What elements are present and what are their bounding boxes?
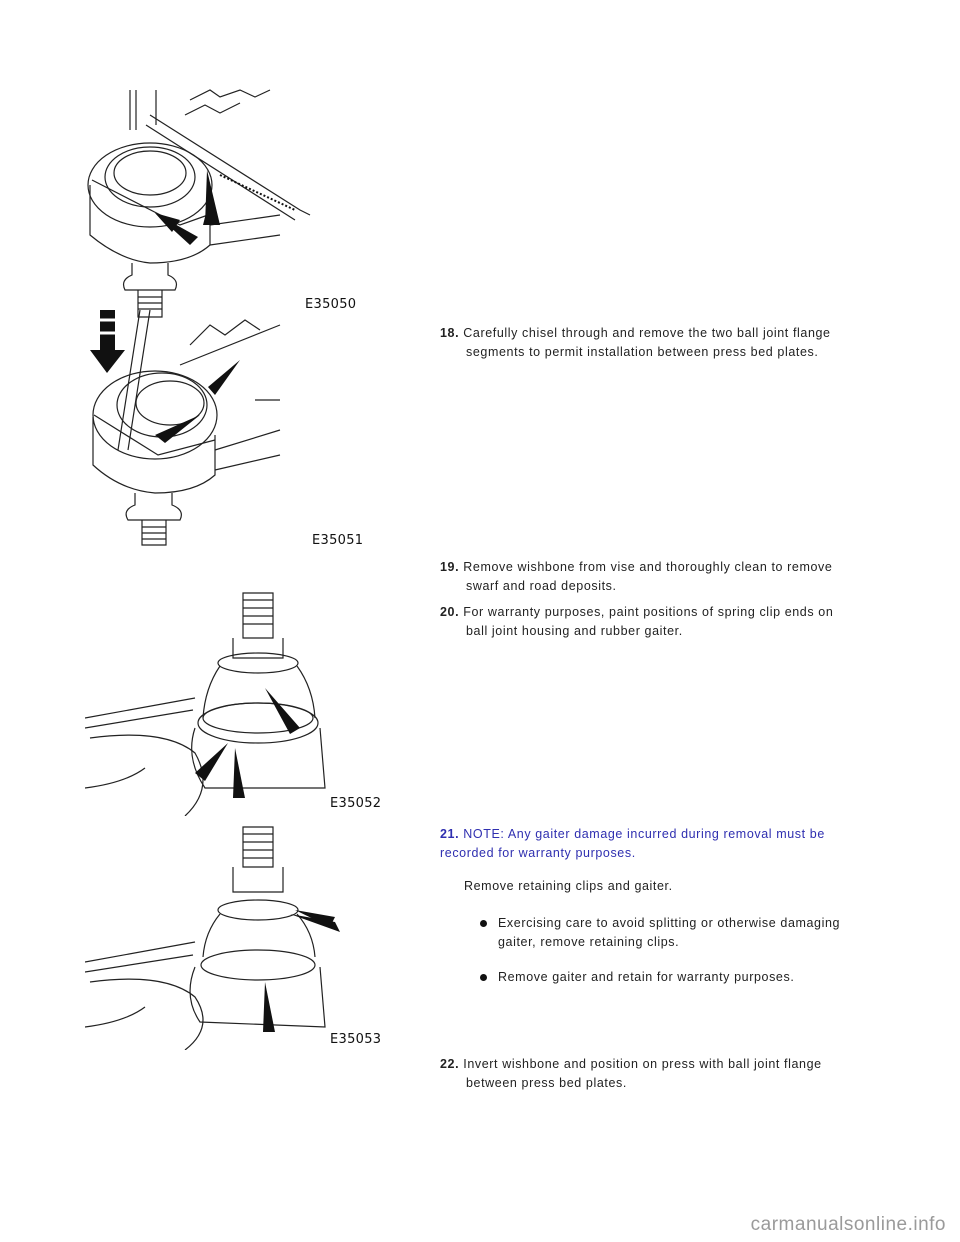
step-20 (440, 603, 870, 641)
ball-joint-saw-illustration (80, 85, 320, 320)
step-text: Invert wishbone and position on press with ball joint flange (463, 1057, 822, 1071)
step-number: 20. (440, 605, 460, 619)
step-19 (440, 558, 870, 596)
figure-e35052 (85, 588, 382, 816)
bullet-item (480, 968, 870, 987)
gaiter-removal-illustration (85, 822, 355, 1050)
step-number: 21. (440, 827, 460, 841)
step-text-continued: ball joint housing and rubber gaiter. (466, 624, 683, 638)
gaiter-clip-marking-illustration (85, 588, 355, 816)
figure-e35050 (80, 85, 357, 320)
note-text: NOTE: Any gaiter damage incurred during removal must be (463, 827, 825, 841)
step-22 (440, 1055, 870, 1093)
bullet-dot-icon (480, 920, 487, 927)
step-number: 19. (440, 560, 460, 574)
step-18 (440, 324, 870, 362)
step-text: For warranty purposes, paint positions of spring clip ends on (463, 605, 834, 619)
step-text-continued: swarf and road deposits. (466, 579, 617, 593)
figure-e35053 (85, 822, 382, 1050)
bullet-text: Exercising care to avoid splitting or otherwise damaging (498, 916, 841, 930)
step-text: Carefully chisel through and remove the two ball joint flange (463, 326, 831, 340)
step-21 (440, 825, 870, 863)
figure-code: E35050 (305, 297, 357, 312)
step-text-continued: between press bed plates. (466, 1076, 627, 1090)
step-number: 22. (440, 1057, 460, 1071)
watermark: carmanualsonline.info (750, 1214, 946, 1235)
figure-code: E35053 (330, 1032, 382, 1047)
ball-joint-chisel-illustration (80, 305, 320, 550)
step-number: 18. (440, 326, 460, 340)
note-text-continued: recorded for warranty purposes. (440, 846, 636, 860)
bullet-text-continued: gaiter, remove retaining clips. (498, 935, 680, 949)
bullet-item (480, 914, 870, 952)
step-21-instruction: Remove retaining clips and gaiter. (464, 879, 673, 893)
step-text-continued: segments to permit installation between press bed plates. (466, 345, 819, 359)
figure-code: E35052 (330, 796, 382, 811)
step-text: Remove wishbone from vise and thoroughly clean to remove (463, 560, 833, 574)
bullet-text: Remove gaiter and retain for warranty purposes. (498, 970, 795, 984)
bullet-dot-icon (480, 974, 487, 981)
figure-e35051 (80, 305, 364, 550)
figure-code: E35051 (312, 533, 364, 548)
